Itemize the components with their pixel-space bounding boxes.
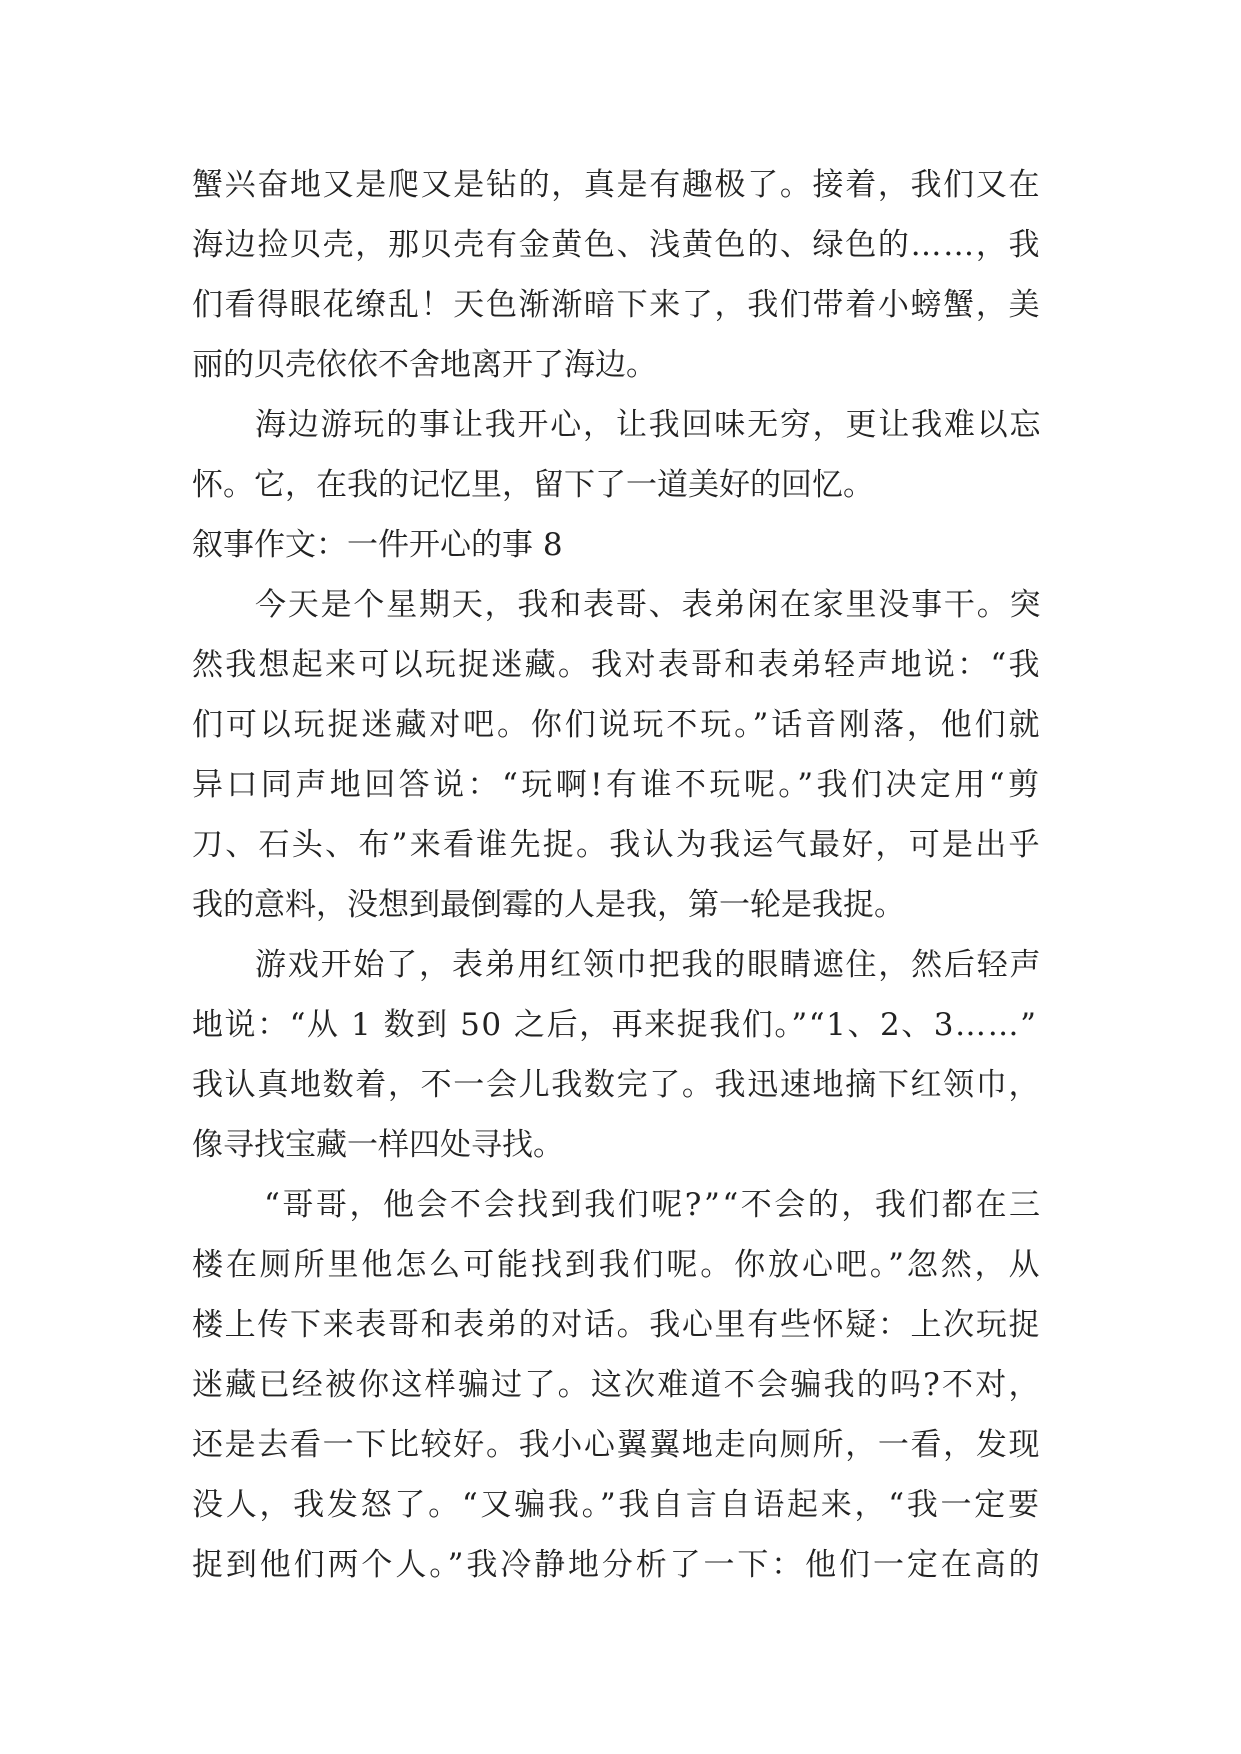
text-line [192, 875, 1052, 935]
text-line [192, 395, 1052, 455]
text-line [192, 1415, 1052, 1475]
text-line [192, 755, 1052, 815]
text-line [192, 1295, 1052, 1355]
line-text: 怀。它，在我的记忆里，留下了一道美好的回忆。 [192, 467, 874, 503]
text-line [192, 935, 1052, 995]
line-text: 捉到他们两个人。”我冷静地分析了一下：他们一定在高的 [192, 1547, 1043, 1583]
text-line [192, 575, 1052, 635]
text-line [192, 635, 1052, 695]
text-line [192, 1175, 1052, 1235]
text-line [192, 455, 1052, 515]
text-line [192, 995, 1052, 1055]
line-text: 没人，我发怒了。“又骗我。”我自言自语起来，“我一定要 [192, 1487, 1042, 1523]
line-text: 海边游玩的事让我开心，让我回味无穷，更让我难以忘 [255, 407, 1043, 443]
line-text: 蟹兴奋地又是爬又是钻的，真是有趣极了。接着，我们又在 [192, 167, 1042, 203]
text-line [192, 1535, 1052, 1595]
text-line [192, 155, 1052, 215]
line-text: 游戏开始了，表弟用红领巾把我的眼睛遮住，然后轻声 [255, 947, 1043, 983]
line-text: 地说：“从 1 数到 50 之后，再来捉我们。”“1、2、3……” [192, 1007, 1038, 1043]
text-line [192, 1055, 1052, 1115]
line-text: 海边捡贝壳，那贝壳有金黄色、浅黄色的、绿色的……，我 [192, 227, 1042, 263]
text-line [192, 215, 1052, 275]
document-body [192, 155, 1052, 1595]
text-line [192, 1355, 1052, 1415]
line-text: “哥哥，他会不会找到我们呢?”“不会的，我们都在三 [264, 1187, 1043, 1223]
line-text: 还是去看一下比较好。我小心翼翼地走向厕所，一看，发现 [192, 1427, 1042, 1463]
line-text: 然我想起来可以玩捉迷藏。我对表哥和表弟轻声地说：“我 [192, 647, 1042, 683]
text-line [192, 1235, 1052, 1295]
text-line [192, 335, 1052, 395]
line-text: 像寻找宝藏一样四处寻找。 [192, 1127, 564, 1163]
text-line [192, 1115, 1052, 1175]
line-text: 们看得眼花缭乱！天色渐渐暗下来了，我们带着小螃蟹，美 [192, 287, 1042, 323]
line-text: 楼上传下来表哥和表弟的对话。我心里有些怀疑：上次玩捉 [192, 1307, 1042, 1343]
line-text: 叙事作文：一件开心的事 8 [192, 527, 563, 563]
line-text: 楼在厕所里他怎么可能找到我们呢。你放心吧。”忽然，从 [192, 1247, 1043, 1283]
text-line [192, 695, 1052, 755]
line-text: 我认真地数着，不一会儿我数完了。我迅速地摘下红领巾， [192, 1067, 1042, 1103]
text-line [192, 815, 1052, 875]
text-line [192, 1475, 1052, 1535]
line-text: 今天是个星期天，我和表哥、表弟闲在家里没事干。突 [255, 587, 1043, 623]
line-text: 迷藏已经被你这样骗过了。这次难道不会骗我的吗?不对， [192, 1367, 1042, 1403]
line-text: 们可以玩捉迷藏对吧。你们说玩不玩。”话音刚落，他们就 [192, 707, 1043, 743]
line-text: 丽的贝壳依依不舍地离开了海边。 [192, 347, 657, 383]
text-line [192, 275, 1052, 335]
line-text: 刀、石头、布”来看谁先捉。我认为我运气最好，可是出乎 [192, 827, 1042, 863]
line-text: 异口同声地回答说：“玩啊!有谁不玩呢。”我们决定用“剪 [192, 767, 1043, 803]
text-line [192, 515, 1052, 575]
line-text: 我的意料，没想到最倒霉的人是我，第一轮是我捉。 [192, 887, 905, 923]
